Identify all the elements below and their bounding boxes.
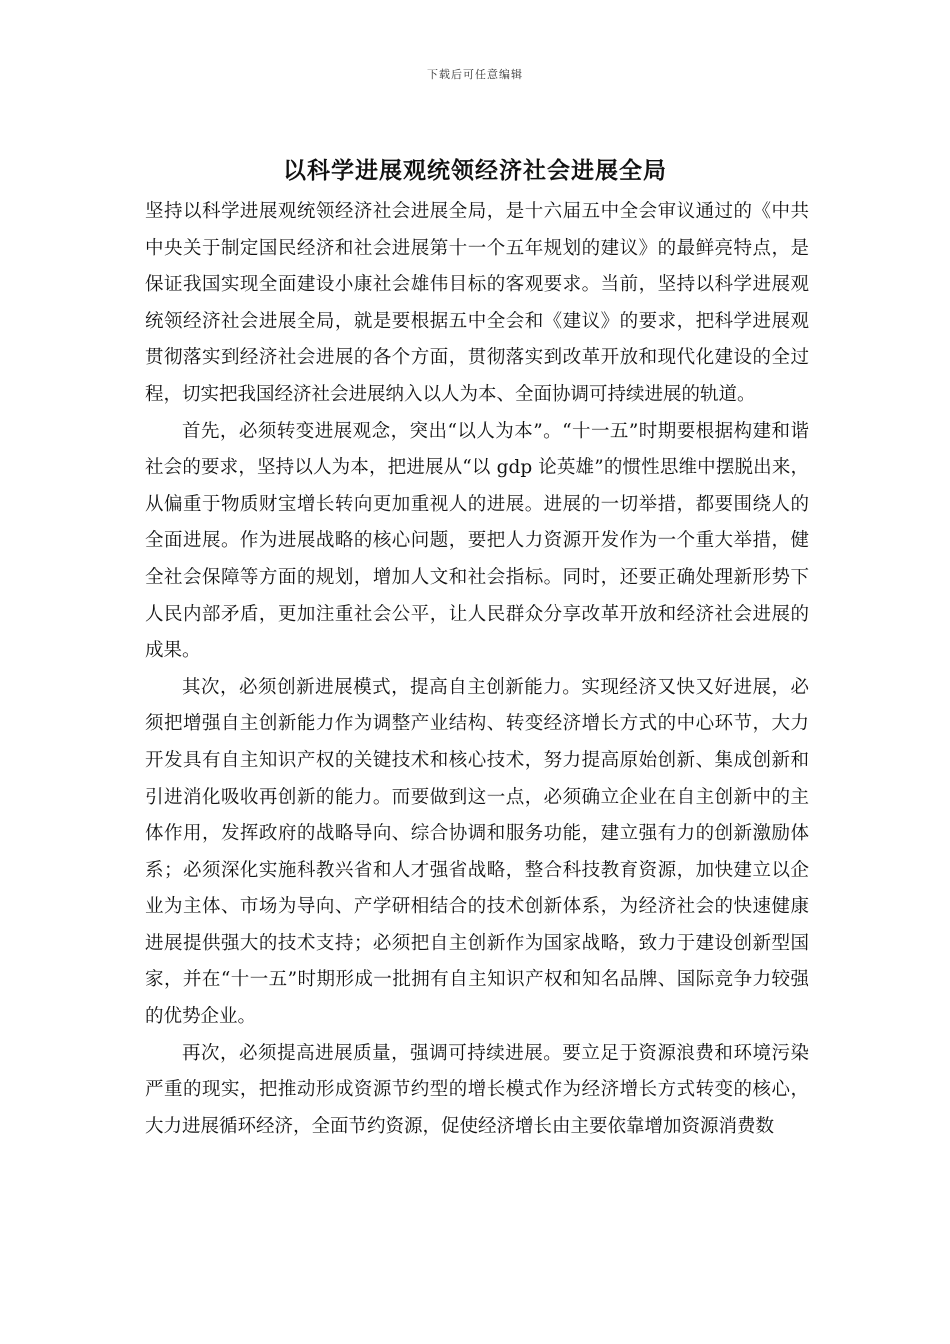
document-body xyxy=(145,194,809,1145)
header-note: 下载后可任意编辑 xyxy=(427,68,523,81)
paragraph-2: 首先，必须转变进展观念，突出“以人为本”。“十一五”时期要根据构建和谐社会的要求，坚持以人为本，把进展从“以 gdp 论英雄”的惯性思维中摆脱出来，从偏重于物质财宝增长转向更加重视人的进展。进展的一切举措，都要围绕人的全面进展。作为进展战略的核心问题，要把人力资源开发作为一个重大举措，健全社会保障等方面的规划，增加人文和社会指标。同时，还要正确处理新形势下人民内部矛盾，更加注重社会公平，让人民群众分享改革开放和经济社会进展的成果。 xyxy=(145,420,809,662)
document-title: 以科学进展观统领经济社会进展全局 xyxy=(283,157,667,184)
paragraph-1: 坚持以科学进展观统领经济社会进展全局，是十六届五中全会审议通过的《中共中央关于制定国民经济和社会进展第十一个五年规划的建议》的最鲜亮特点，是保证我国实现全面建设小康社会雄伟目标的客观要求。当前，坚持以科学进展观统领经济社会进展全局，就是要根据五中全会和《建议》的要求，把科学进展观贯彻落实到经济社会进展的各个方面，贯彻落实到改革开放和现代化建设的全过程，切实把我国经济社会进展纳入以人为本、全面协调可持续进展的轨道。 xyxy=(145,201,809,405)
paragraph-3: 其次，必须创新进展模式，提高自主创新能力。实现经济又快又好进展，必须把增强自主创新能力作为调整产业结构、转变经济增长方式的中心环节，大力开发具有自主知识产权的关键技术和核心技术，努力提高原始创新、集成创新和引进消化吸收再创新的能力。而要做到这一点，必须确立企业在自主创新中的主体作用，发挥政府的战略导向、综合协调和服务功能，建立强有力的创新激励体系；必须深化实施科教兴省和人才强省战略，整合科技教育资源，加快建立以企业为主体、市场为导向、产学研相结合的技术创新体系，为经济社会的快速健康进展提供强大的技术支持；必须把自主创新作为国家战略，致力于建设创新型国家，并在“十一五”时期形成一批拥有自主知识产权和知名品牌、国际竞争力较强的优势企业。 xyxy=(145,676,809,1028)
paragraph-4: 再次，必须提高进展质量，强调可持续进展。要立足于资源浪费和环境污染严重的现实，把推动形成资源节约型的增长模式作为经济增长方式转变的核心，大力进展循环经济，全面节约资源，促使经济增长由主要依靠增加资源消费数 xyxy=(145,1042,809,1137)
